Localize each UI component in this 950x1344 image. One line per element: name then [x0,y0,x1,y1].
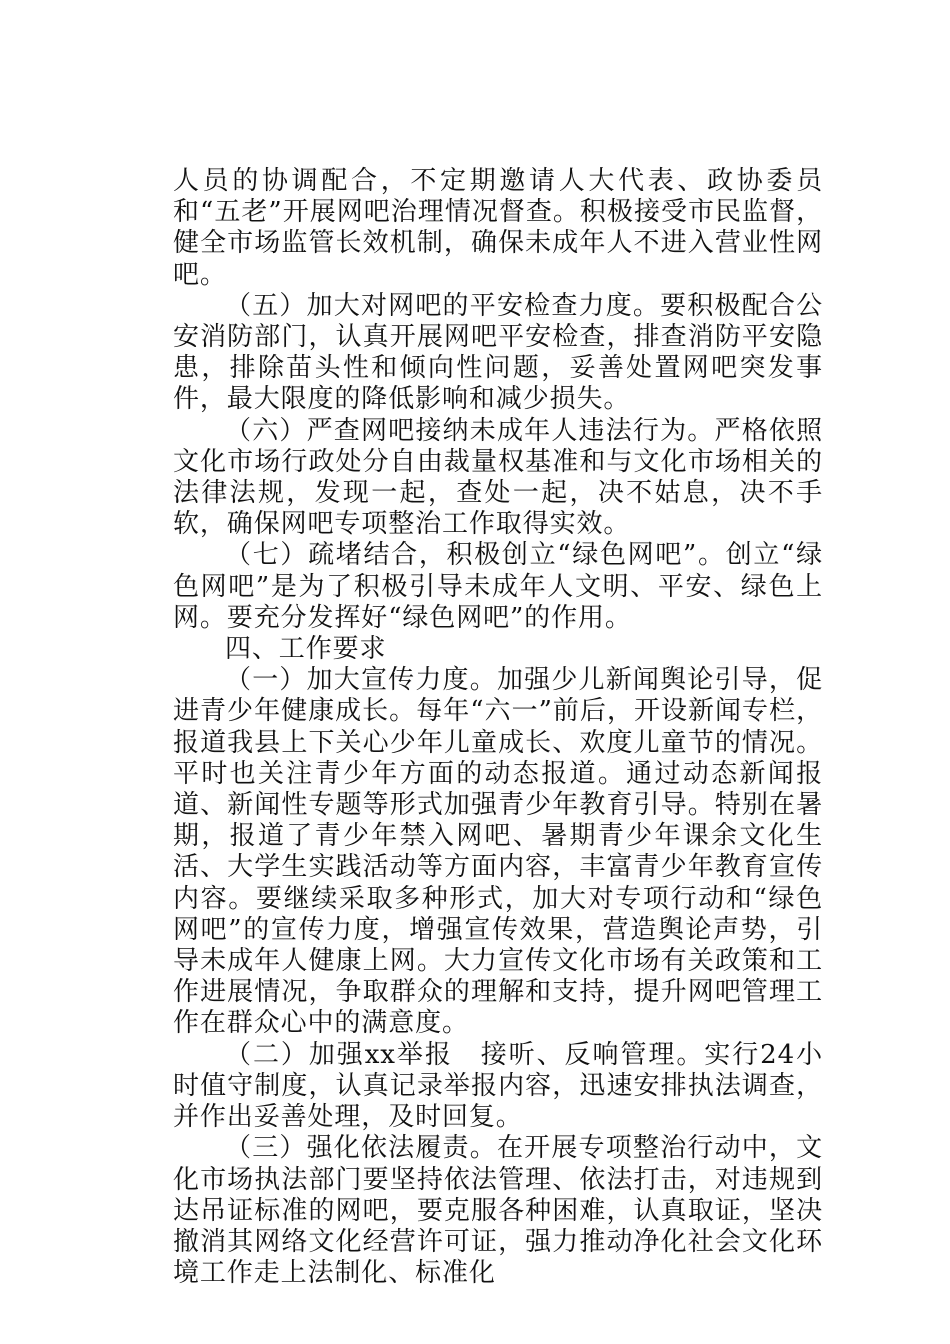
paragraph-item-6: （六）严查网吧接纳未成年人违法行为。严格依照文化市场行政处分自由裁量权基准和与文化市场相关的法律法规，发现一起，查处一起，决不姑息，决不手软，确保网吧专项整治工作取得实效。 [173,415,823,540]
paragraph-item-5: （五）加大对网吧的平安检查力度。要积极配合公安消防部门，认真开展网吧平安检查，排查消防平安隐患，排除苗头性和倾向性问题，妥善处置网吧突发事件，最大限度的降低影响和减少损失。 [173,290,823,415]
body-text [173,166,823,1289]
paragraph-requirement-3: （三）强化依法履责。在开展专项整治行动中，文化市场执法部门要坚持依法管理、依法打击，对违规到达吊证标准的网吧，要克服各种困难，认真取证，坚决撤消其网络文化经营许可证，强力推动净化社会文化环境工作走上法制化、标准化 [173,1133,823,1289]
section-heading-work-requirements: 四、工作要求 [225,634,387,665]
paragraph-continuation: 人员的协调配合，不定期邀请人大代表、政协委员和“五老”开展网吧治理情况督查。积极接受市民监督，健全市场监管长效机制，确保未成年人不进入营业性网吧。 [173,166,823,290]
paragraph-item-7: （七）疏堵结合，积极创立“绿色网吧”。创立“绿色网吧”是为了积极引导未成年人文明、平安、绿色上网。要充分发挥好“绿色网吧”的作用。 [173,540,823,633]
paragraph-requirement-1: （一）加大宣传力度。加强少儿新闻舆论引导，促进青少年健康成长。每年“六一”前后，开设新闻专栏，报道我县上下关心少年儿童成长、欢度儿童节的情况。平时也关注青少年方面的动态报道。通过动态新闻报道、新闻性专题等形式加强青少年教育引导。特别在暑期，报道了青少年禁入网吧、暑期青少年课余文化生活、大学生实践活动等方面内容，丰富青少年教育宣传内容。要继续采取多种形式，加大对专项行动和“绿色网吧”的宣传力度，增强宣传效果，营造舆论声势，引导未成年人健康上网。大力宣传文化市场有关政策和工作进展情况，争取群众的理解和支持，提升网吧管理工作在群众心中的满意度。 [173,665,823,1039]
paragraph-requirement-2: （二）加强xx举报 接听、反响管理。实行24小时值守制度，认真记录举报内容，迅速安排执法调查，并作出妥善处理，及时回复。 [173,1039,823,1133]
